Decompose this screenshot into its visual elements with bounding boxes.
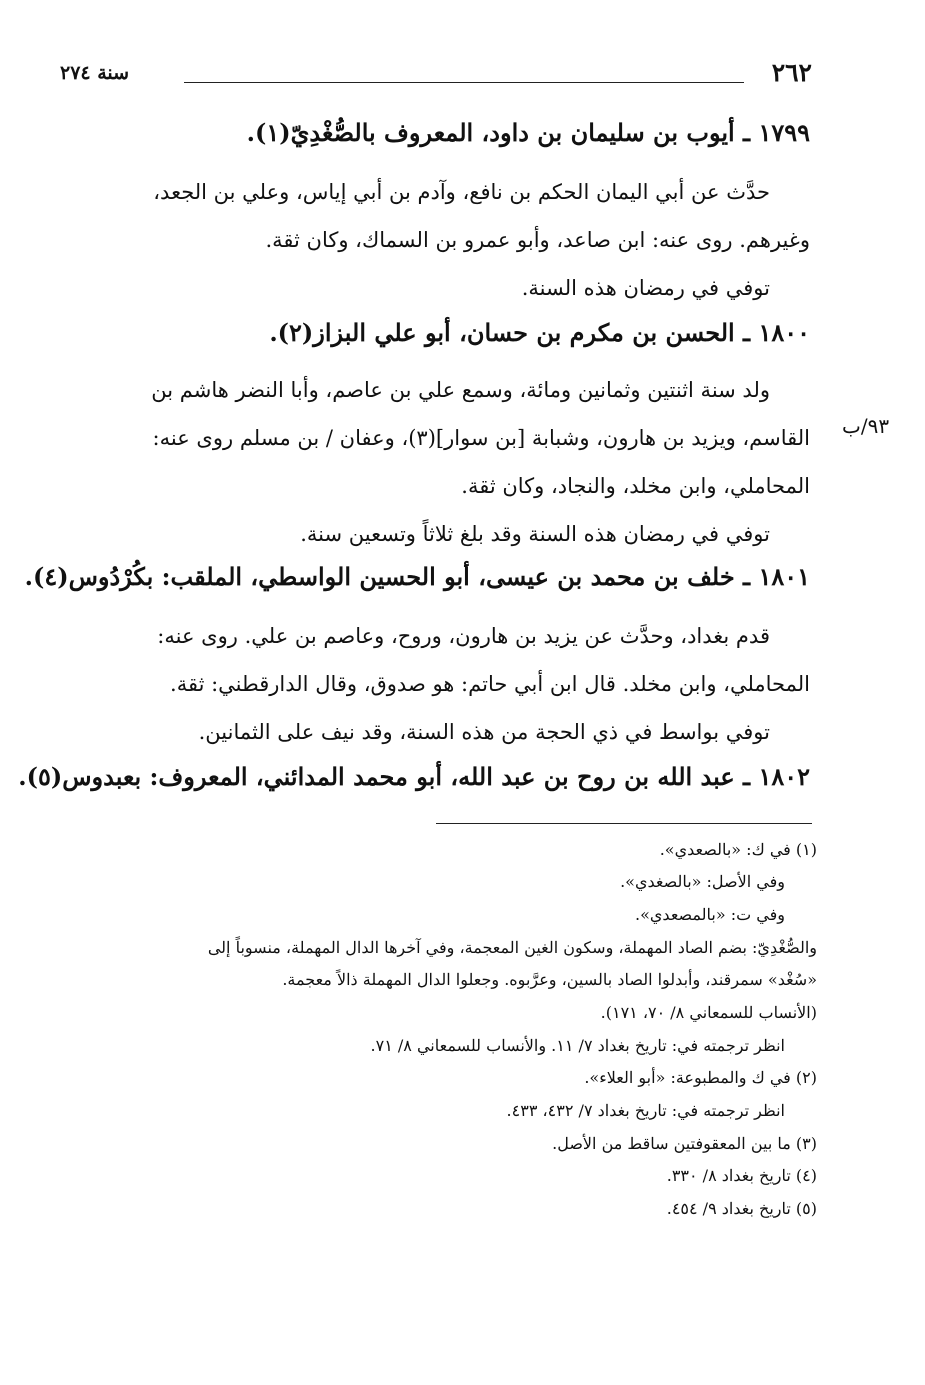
entry-title-1802: ١٨٠٢ ـ عبد الله بن روح بن عبد الله، أبو محمد المدائني، المعروف: بعبدوس(٥).	[18, 762, 810, 791]
footnote-line: (٢) في ك والمطبوعة: «أبو العلاء».	[584, 1068, 817, 1087]
footnote-line: انظر ترجمته في: تاريخ بغداد ٧/ ٤٣٢، ٤٣٣.	[506, 1101, 785, 1120]
entry-title-1800: ١٨٠٠ ـ الحسن بن مكرم بن حسان، أبو علي البزاز(٢).	[269, 318, 810, 347]
entry-1800-paragraph-2: توفي في رمضان هذه السنة وقد بلغ ثلاثاً وتسعين سنة.	[300, 522, 770, 546]
manuscript-folio-marker: ٩٣/ب	[842, 414, 890, 438]
footnote-line: «سُغْد» سمرقند، وأبدلوا الصاد بالسين، وعرَّبوه. وجعلوا الدال المهملة ذالاً معجمة.	[282, 970, 817, 989]
page-number: ٢٦٢	[771, 58, 812, 87]
entry-1800-paragraph-1: ولد سنة اثنتين وثمانين ومائة، وسمع علي بن عاصم، وأبا النضر هاشم بن القاسم، ويزيد بن هارون، وشبابة [بن سوار](٣)، وعفان / بن مسلم روى عنه: المحاملي، وابن مخلد، والنجاد، وكان ثقة.	[151, 378, 810, 498]
header-rule	[184, 82, 744, 83]
entry-title-1799: ١٧٩٩ ـ أيوب بن سليمان بن داود، المعروف بالصُّغْدِيّ(١).	[246, 118, 810, 147]
entry-title-1801: ١٨٠١ ـ خلف بن محمد بن عيسى، أبو الحسين الواسطي، الملقب: بكُرْدُوس(٤).	[24, 562, 810, 591]
footnote-line: (٥) تاريخ بغداد ٩/ ٤٥٤.	[666, 1199, 817, 1218]
entry-1801-paragraph-1: قدم بغداد، وحدَّث عن يزيد بن هارون، وروح، وعاصم بن علي. روى عنه: المحاملي، وابن مخلد. قال ابن أبي حاتم: هو صدوق، وقال الدارقطني: ثقة.	[157, 624, 810, 696]
entry-1799-paragraph-1: حدَّث عن أبي اليمان الحكم بن نافع، وآدم بن أبي إياس، وعلي بن الجعد، وغيرهم. روى عنه: ابن صاعد، وأبو عمرو بن السماك، وكان ثقة.	[153, 180, 810, 252]
footnote-line: والصُّغْدِيّ: بضم الصاد المهملة، وسكون الغين المعجمة، وفي آخرها الدال المهملة، منسوباً إلى	[207, 938, 817, 957]
entry-1801-paragraph-2: توفي بواسط في ذي الحجة من هذه السنة، وقد نيف على الثمانين.	[198, 720, 770, 744]
footnote-line: (١) في ك: «بالصعدي».	[659, 840, 817, 859]
footnote-line: وفي الأصل: «بالصغدي».	[620, 872, 785, 891]
footnote-line: انظر ترجمته في: تاريخ بغداد ٧/ ١١. والأنساب للسمعاني ٨/ ٧١.	[370, 1036, 785, 1055]
year-label: سنة ٢٧٤	[60, 62, 130, 84]
footnote-separator	[436, 823, 812, 824]
footnote-line: (٤) تاريخ بغداد ٨/ ٣٣٠.	[666, 1166, 817, 1185]
entry-1799-paragraph-2: توفي في رمضان هذه السنة.	[521, 276, 770, 300]
footnote-line: (الأنساب للسمعاني ٨/ ٧٠، ١٧١).	[600, 1003, 817, 1022]
footnote-line: (٣) ما بين المعقوفتين ساقط من الأصل.	[552, 1134, 817, 1153]
running-header	[60, 58, 812, 92]
footnote-line: وفي ت: «بالمصعدي».	[635, 905, 785, 924]
